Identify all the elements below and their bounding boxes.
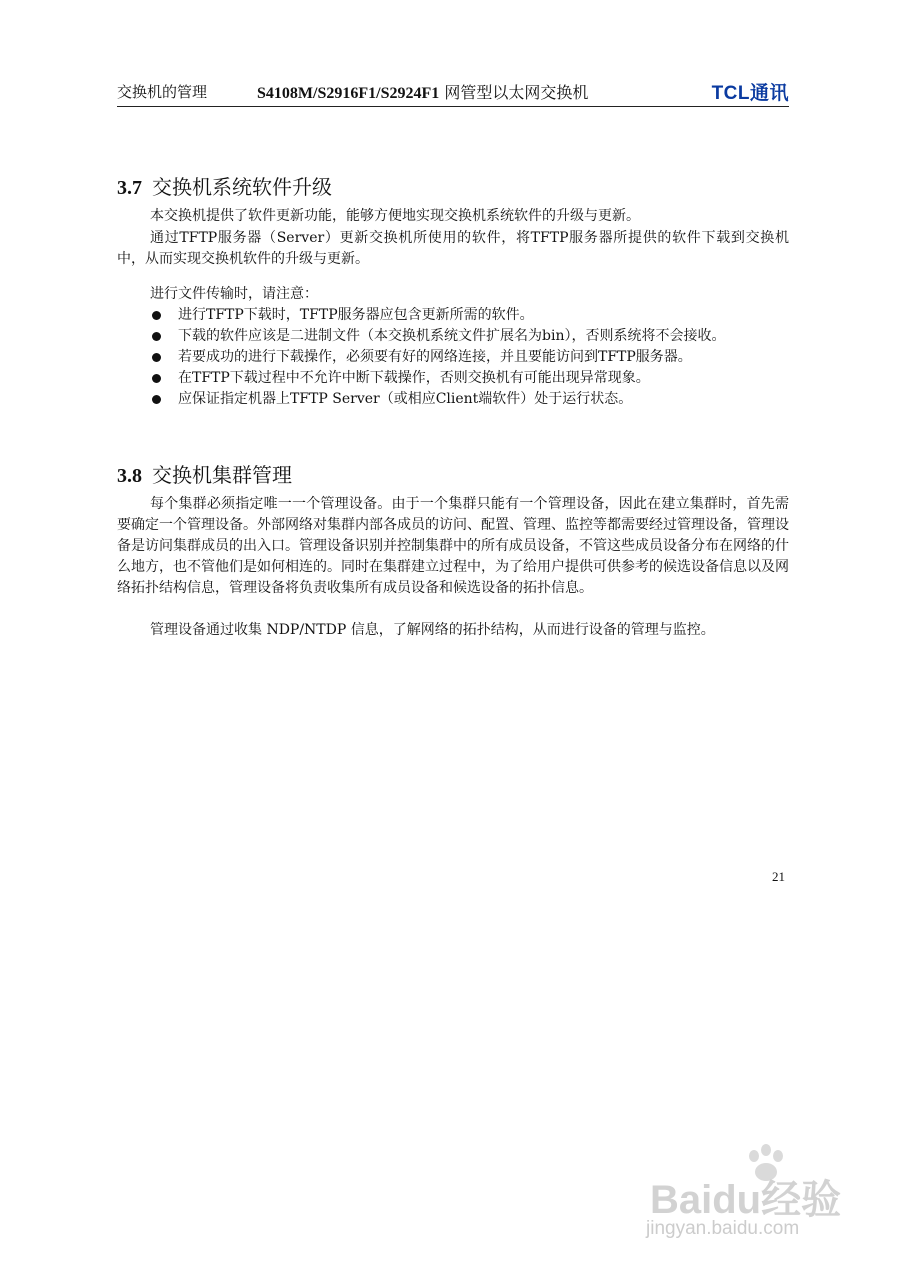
- page-number: 21: [772, 869, 785, 884]
- watermark-brand: Baidu经验: [650, 1178, 842, 1222]
- bullet-icon: [152, 374, 161, 383]
- paragraph: 每个集群必须指定唯一一个管理设备。由于一个集群只能有一个管理设备，因此在建立集群时，首先需要确定一个管理设备。外部网络对集群内部各成员的访问、配置、管理、监控等都需要经过管理设备，管理设备是访问集群成员的出入口。管理设备识别并控制集群中的所有成员设备，不管这些成员设备分布在网络的什么地方，也不管他们是如何相连的。同时在集群建立过程中，为了给用户提供可供参考的候选设备信息以及网络拓扑结构信息，管理设备将负责收集所有成员设备和候选设备的拓扑信息。: [117, 496, 789, 596]
- section-title: 交换机系统软件升级: [152, 175, 332, 199]
- header-title-text: 网管型以太网交换机: [439, 83, 589, 102]
- note-intro: 进行文件传输时，请注意：: [150, 286, 318, 302]
- watermark-url: jingyan.baidu.com: [646, 1218, 800, 1239]
- list-item: [150, 368, 790, 389]
- tcl-logo: TCL通讯: [711, 83, 789, 104]
- section-number: 3.8: [117, 465, 142, 487]
- bullet-icon: [152, 332, 161, 341]
- header-title: [257, 80, 588, 103]
- bullet-icon: [152, 311, 161, 320]
- list-item-text: 若要成功的进行下载操作，必须要有好的网络连接，并且要能访问到TFTP服务器。: [178, 349, 692, 365]
- bullet-icon: [152, 395, 161, 404]
- list-item-text: 下载的软件应该是二进制文件（本交换机系统文件扩展名为bin），否则系统将不会接收。: [178, 328, 726, 344]
- section-number: 3.7: [117, 177, 142, 199]
- list-item-text: 应保证指定机器上TFTP Server（或相应Client端软件）处于运行状态。: [178, 391, 633, 407]
- list-item: [150, 305, 790, 326]
- paragraph: 本交换机提供了软件更新功能，能够方便地实现交换机系统软件的升级与更新。: [150, 208, 640, 224]
- paragraph: 管理设备通过收集 NDP/NTDP 信息，了解网络的拓扑结构，从而进行设备的管理与监控。: [150, 622, 715, 638]
- paragraph: 通过TFTP服务器（Server）更新交换机所使用的软件，将TFTP服务器所提供的软件下载到交换机中，从而实现交换机软件的升级与更新。: [117, 230, 789, 267]
- list-item: [150, 347, 790, 368]
- bullet-icon: [152, 353, 161, 362]
- list-item: [150, 389, 790, 410]
- header-model: S4108M/S2916F1/S2924F1: [257, 85, 440, 102]
- page-header: [117, 76, 789, 107]
- section-heading-3-7: [117, 171, 332, 200]
- bullet-list: [150, 305, 790, 410]
- list-item-text: 在TFTP下载过程中不允许中断下载操作，否则交换机有可能出现异常现象。: [178, 370, 650, 386]
- baidu-watermark: [640, 1140, 860, 1260]
- section-heading-3-8: [117, 459, 292, 488]
- header-chapter: 交换机的管理: [117, 83, 208, 101]
- list-item-text: 进行TFTP下载时，TFTP服务器应包含更新所需的软件。: [178, 307, 534, 323]
- list-item: [150, 326, 790, 347]
- section-title: 交换机集群管理: [152, 463, 292, 487]
